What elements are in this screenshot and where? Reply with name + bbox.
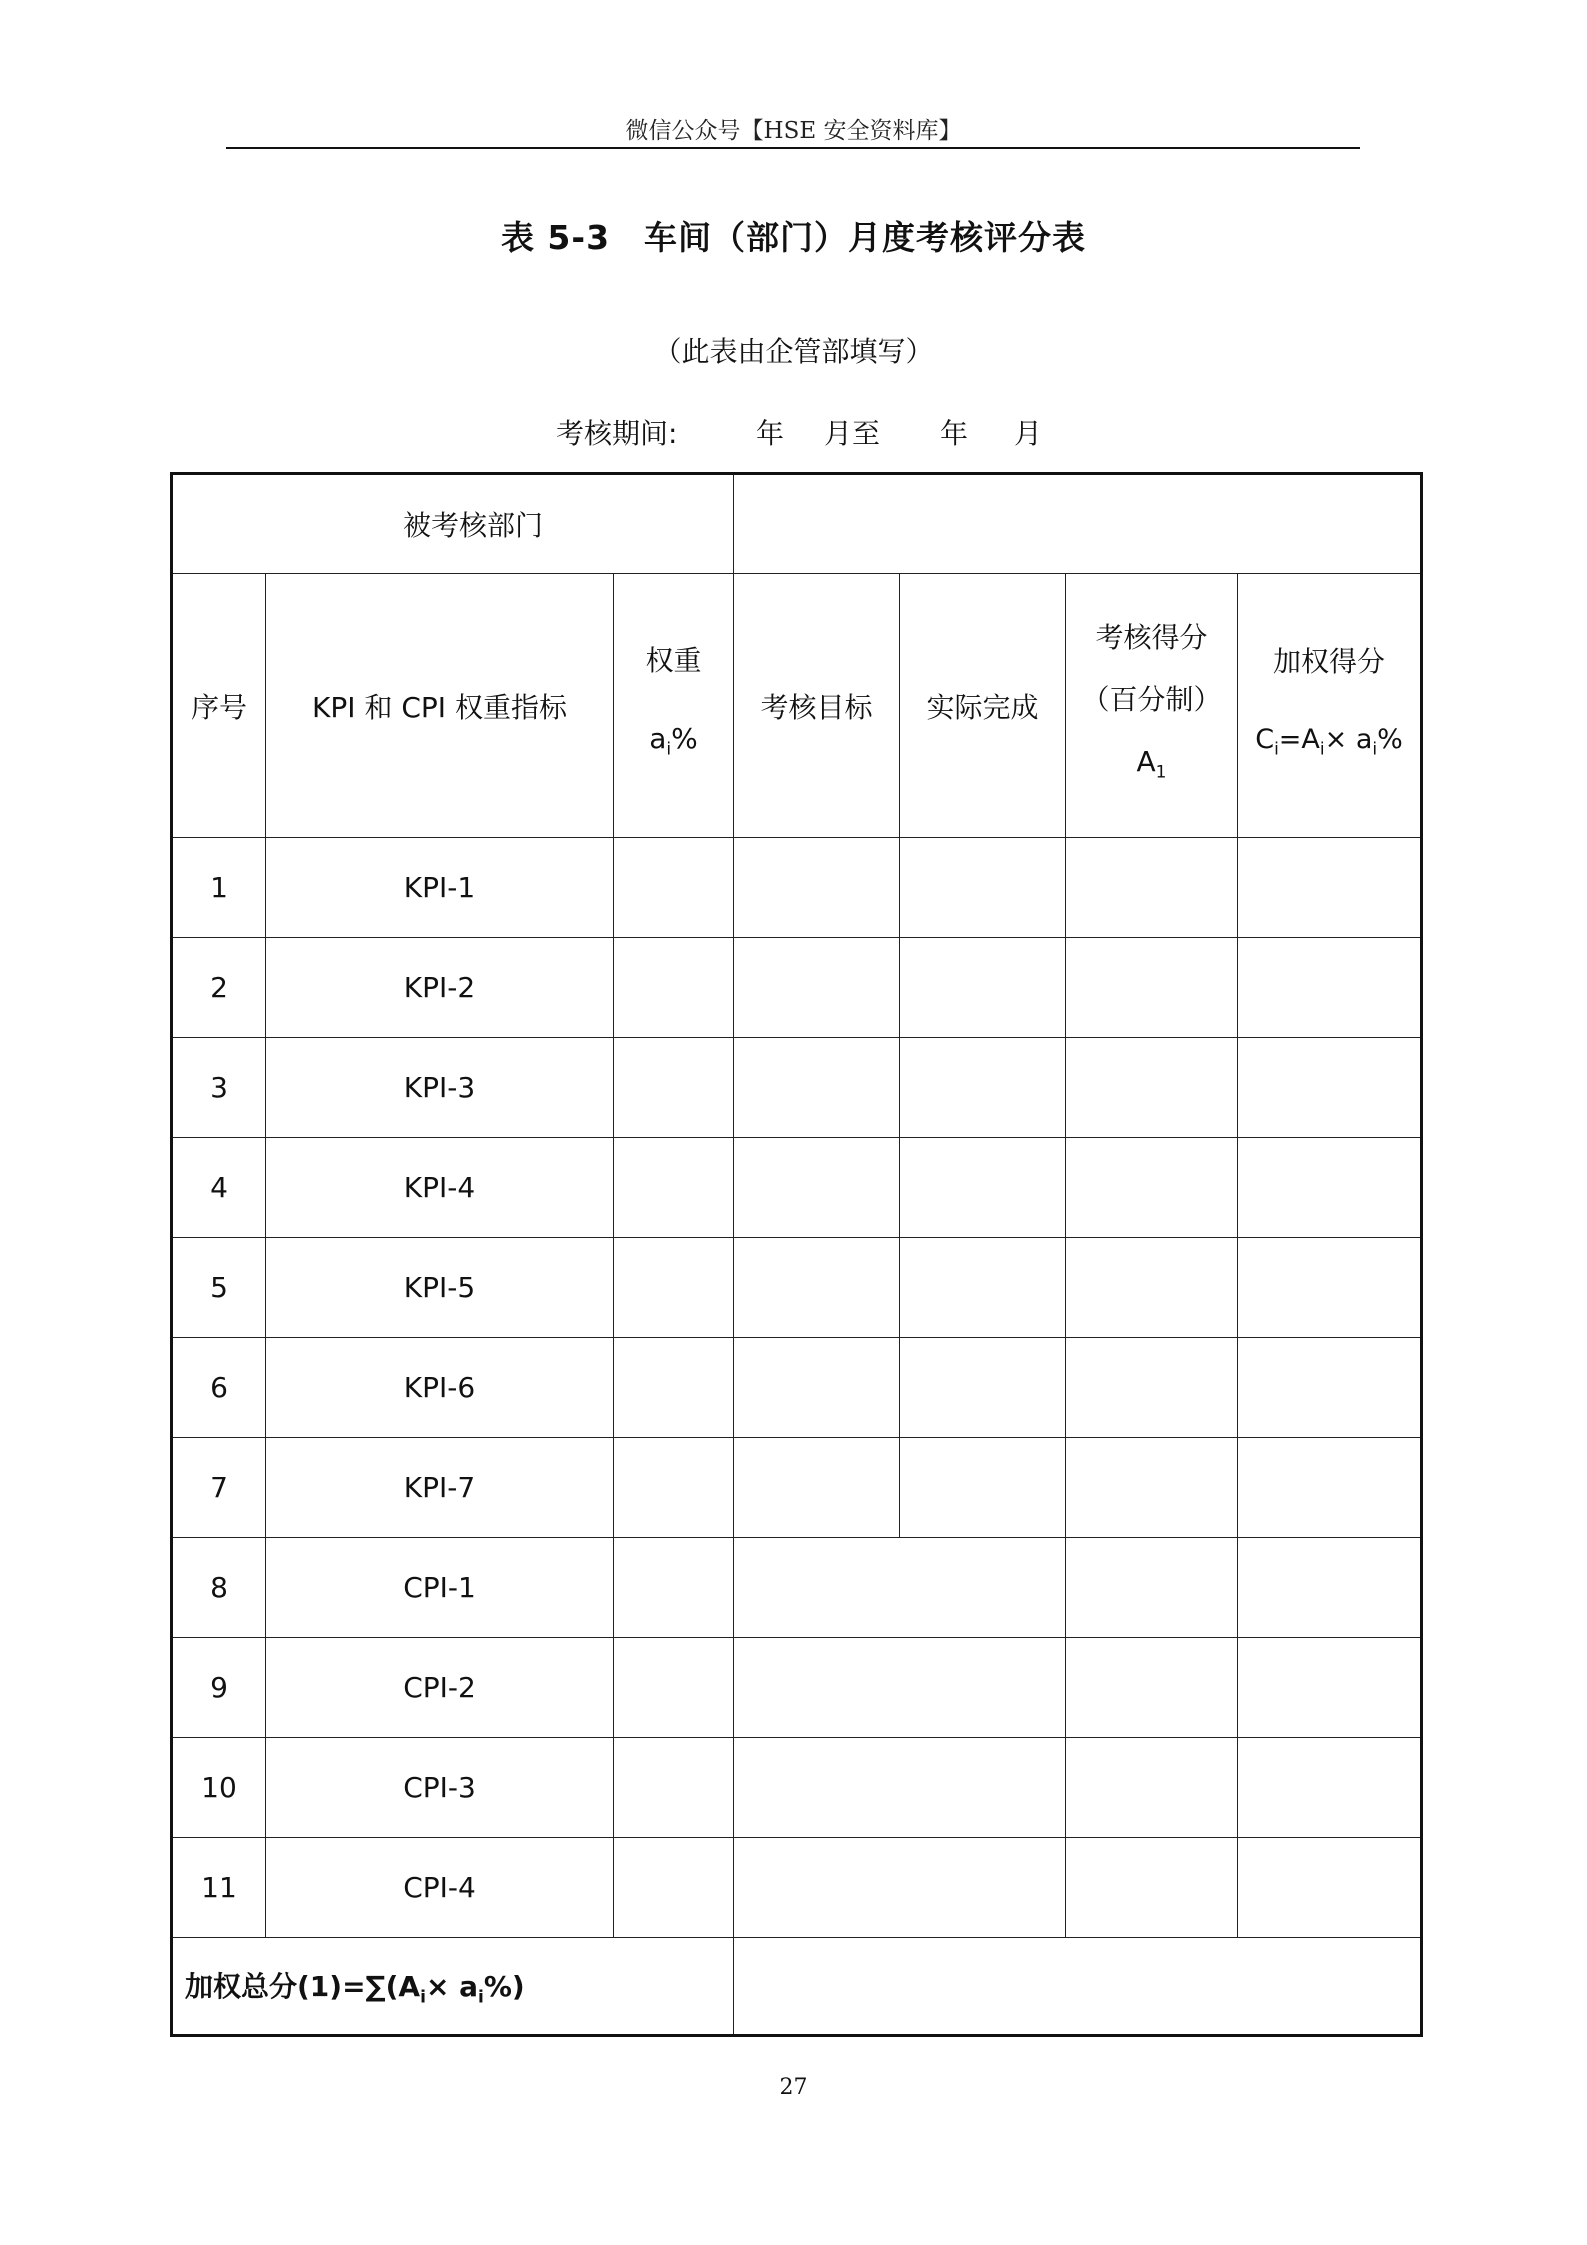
score-cell[interactable] [1066, 1438, 1238, 1538]
header-weighted-line1: 加权得分 [1272, 644, 1385, 678]
header-index: 序号 [172, 574, 266, 838]
period-year-2: 年 [940, 417, 969, 450]
table-row [172, 1338, 1422, 1438]
weighted-cell[interactable] [1238, 1738, 1422, 1838]
page-header: 微信公众号【HSE 安全资料库】 [625, 118, 962, 144]
row-indicator: KPI-1 [266, 838, 614, 938]
row-index: 7 [172, 1438, 266, 1538]
target-cell[interactable] [734, 1438, 900, 1538]
period-month-2: 月 [1014, 417, 1043, 450]
score-symbol: A [1136, 745, 1156, 779]
total-sub1: i [420, 1987, 426, 2008]
header-row [172, 574, 1422, 838]
target-actual-cell[interactable] [734, 1738, 1066, 1838]
table-row [172, 1638, 1422, 1738]
row-index: 3 [172, 1038, 266, 1138]
weight-cell[interactable] [614, 1738, 734, 1838]
row-indicator: KPI-4 [266, 1138, 614, 1238]
weighted-cell[interactable] [1238, 1638, 1422, 1738]
header-score-line1: 考核得分 [1095, 621, 1208, 655]
formula-pct: % [1377, 723, 1403, 755]
table-row [172, 1138, 1422, 1238]
weighted-cell[interactable] [1238, 1438, 1422, 1538]
score-cell[interactable] [1066, 1138, 1238, 1238]
row-indicator: CPI-2 [266, 1638, 614, 1738]
weight-cell[interactable] [614, 1438, 734, 1538]
weighted-cell[interactable] [1238, 1538, 1422, 1638]
weighted-cell[interactable] [1238, 1838, 1422, 1938]
table-row [172, 1038, 1422, 1138]
header-weighted-formula [1238, 719, 1420, 770]
header-weight [614, 574, 734, 838]
table-row [172, 1438, 1422, 1538]
formula-times: × a [1324, 723, 1373, 755]
table-row [172, 1838, 1422, 1938]
score-cell[interactable] [1066, 1538, 1238, 1638]
row-index: 9 [172, 1638, 266, 1738]
weight-cell[interactable] [614, 1238, 734, 1338]
weight-cell[interactable] [614, 1138, 734, 1238]
table-row [172, 1238, 1422, 1338]
actual-cell[interactable] [900, 1038, 1066, 1138]
row-index: 2 [172, 938, 266, 1038]
header-weighted [1238, 574, 1422, 838]
row-indicator: KPI-2 [266, 938, 614, 1038]
weight-cell[interactable] [614, 1038, 734, 1138]
target-actual-cell[interactable] [734, 1838, 1066, 1938]
header-divider [226, 147, 1360, 149]
target-cell[interactable] [734, 838, 900, 938]
row-index: 6 [172, 1338, 266, 1438]
header-weight-line2 [614, 718, 733, 771]
score-cell[interactable] [1066, 1338, 1238, 1438]
dept-label: 被考核部门 [172, 474, 734, 574]
form-title: 表 5-3 车间（部门）月度考核评分表 [500, 218, 1087, 257]
period-year-1: 年 [756, 417, 785, 450]
actual-cell[interactable] [900, 1438, 1066, 1538]
weighted-cell[interactable] [1238, 1038, 1422, 1138]
row-index: 5 [172, 1238, 266, 1338]
actual-cell[interactable] [900, 1338, 1066, 1438]
target-cell[interactable] [734, 1038, 900, 1138]
score-subscript: 1 [1155, 762, 1167, 783]
header-score-line3 [1066, 741, 1237, 794]
row-index: 4 [172, 1138, 266, 1238]
total-prefix: 加权总分(1)=∑(A [185, 1969, 421, 2003]
total-row [172, 1938, 1422, 2036]
row-indicator: CPI-1 [266, 1538, 614, 1638]
score-cell[interactable] [1066, 838, 1238, 938]
weighted-cell[interactable] [1238, 1338, 1422, 1438]
actual-cell[interactable] [900, 1138, 1066, 1238]
actual-cell[interactable] [900, 938, 1066, 1038]
score-cell[interactable] [1066, 1238, 1238, 1338]
actual-cell[interactable] [900, 1238, 1066, 1338]
row-indicator: KPI-3 [266, 1038, 614, 1138]
weight-cell[interactable] [614, 838, 734, 938]
weight-cell[interactable] [614, 1538, 734, 1638]
formula-c: C [1255, 723, 1275, 755]
score-cell[interactable] [1066, 1638, 1238, 1738]
formula-a-sub: i [1319, 739, 1325, 760]
weighted-cell[interactable] [1238, 1238, 1422, 1338]
header-score-line2: （百分制） [1081, 683, 1222, 717]
row-index: 11 [172, 1838, 266, 1938]
weight-cell[interactable] [614, 1638, 734, 1738]
header-score [1066, 574, 1238, 838]
dept-row [172, 474, 1422, 574]
weighted-cell[interactable] [1238, 938, 1422, 1038]
weight-cell[interactable] [614, 1338, 734, 1438]
period-label: 考核期间: [556, 417, 678, 450]
row-index: 10 [172, 1738, 266, 1838]
target-cell[interactable] [734, 1338, 900, 1438]
formula-a2-sub: i [1372, 739, 1378, 760]
score-cell[interactable] [1066, 1738, 1238, 1838]
header-weight-line1: 权重 [645, 644, 702, 678]
target-cell[interactable] [734, 1238, 900, 1338]
row-indicator: CPI-4 [266, 1838, 614, 1938]
total-label [172, 1938, 734, 2036]
score-cell[interactable] [1066, 938, 1238, 1038]
weight-symbol: a [649, 722, 667, 756]
target-actual-cell[interactable] [734, 1638, 1066, 1738]
weight-suffix: % [671, 722, 698, 756]
row-indicator: CPI-3 [266, 1738, 614, 1838]
total-suffix: %) [483, 1969, 525, 2003]
row-indicator: KPI-6 [266, 1338, 614, 1438]
target-actual-cell[interactable] [734, 1538, 1066, 1638]
actual-cell[interactable] [900, 838, 1066, 938]
weight-cell[interactable] [614, 938, 734, 1038]
table-row [172, 838, 1422, 938]
formula-eq: =A [1278, 723, 1320, 755]
score-cell[interactable] [1066, 1838, 1238, 1938]
table-row [172, 938, 1422, 1038]
row-index: 8 [172, 1538, 266, 1638]
assessment-table [170, 472, 1423, 2037]
total-sub2: i [478, 1987, 484, 2008]
row-indicator: KPI-5 [266, 1238, 614, 1338]
weight-subscript: i [666, 739, 672, 760]
table-row [172, 1738, 1422, 1838]
total-value-cell[interactable] [734, 1938, 1422, 2036]
target-cell[interactable] [734, 1138, 900, 1238]
header-target: 考核目标 [734, 574, 900, 838]
weighted-cell[interactable] [1238, 838, 1422, 938]
score-cell[interactable] [1066, 1038, 1238, 1138]
header-indicator: KPI 和 CPI 权重指标 [266, 574, 614, 838]
table-row [172, 1538, 1422, 1638]
weight-cell[interactable] [614, 1838, 734, 1938]
weighted-cell[interactable] [1238, 1138, 1422, 1238]
row-index: 1 [172, 838, 266, 938]
header-actual: 实际完成 [900, 574, 1066, 838]
form-subtitle: （此表由企管部填写） [653, 335, 934, 368]
row-indicator: KPI-7 [266, 1438, 614, 1538]
period-month-to: 月至 [824, 417, 881, 450]
formula-c-sub: i [1274, 739, 1279, 760]
total-mid: × a [425, 1969, 479, 2003]
target-cell[interactable] [734, 938, 900, 1038]
dept-value-cell[interactable] [734, 474, 1422, 574]
page-number: 27 [779, 2075, 808, 2100]
